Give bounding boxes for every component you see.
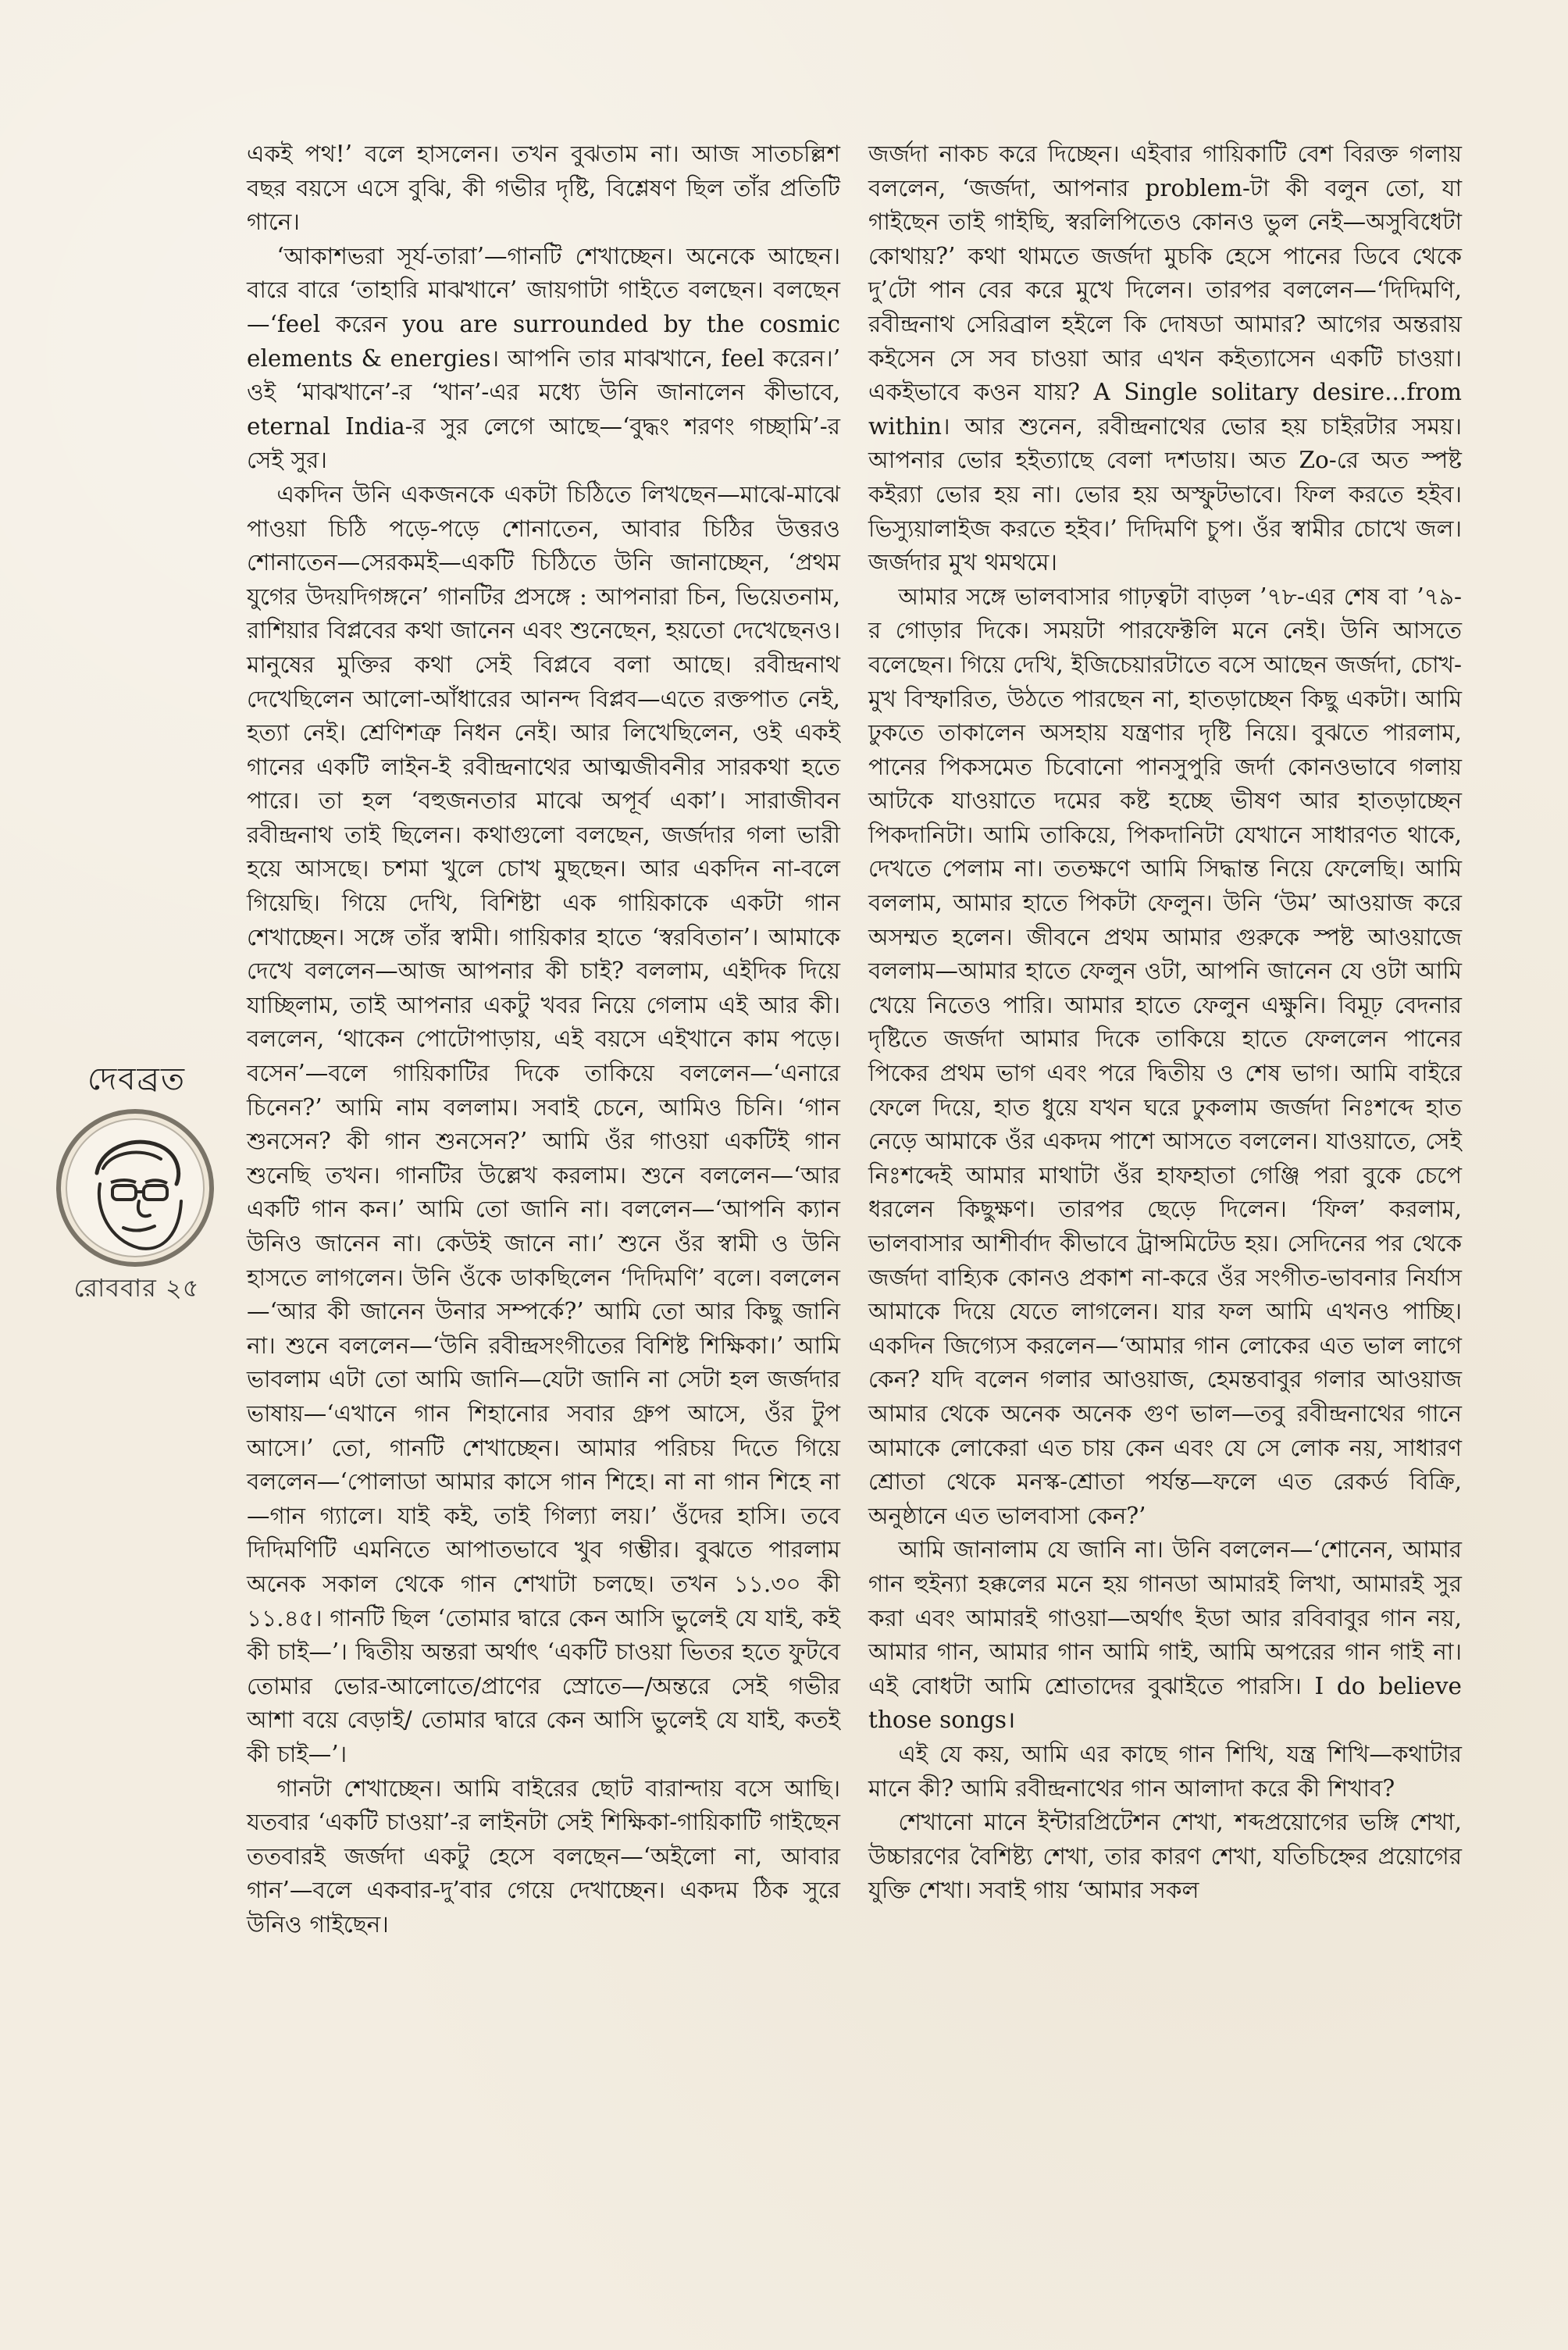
paragraph: আমি জানালাম যে জানি না। উনি বললেন—‘শোনেন, আমার গান হুইন্যা হক্কলের মনে হয় গানডা আমারই লিখা, আমারই সুর করা এবং আমারই গাওয়া—অর্থাৎ ইডা আর রবিবাবুর গান নয়, আমার গান, আমার গান আমি গাই, আমি অপরের গান গাই না। এই বোধটা আমি শ্রোতাদের বুঝাইতে পারসি। I do believe those songs। [868,1536,1462,1734]
article-column-right [868,137,1462,1908]
portrait-sketch-icon [55,1107,216,1268]
paragraph: গানটা শেখাচ্ছেন। আমি বাইরের ছোট বারান্দায় বসে আছি। যতবার ‘একটি চাওয়া’-র লাইনটা সেই শিক্ষিকা-গায়িকাটি গাইছেন ততবারই জর্জদা একটু হেসে বলছেন—‘অইলো না, আবার গান’—বলে একবার-দু’বার গেয়ে দেখাচ্ছেন। একদম ঠিক সুরে উনিও গাইছেন। [247,1774,840,1938]
paragraph: এই যে কয়, আমি এর কাছে গান শিখি, যন্ত্র শিখি—কথাটার মানে কী? আমি রবীন্দ্রনাথের গান আলাদা করে কী শিখাব? [868,1740,1462,1802]
article-column-left [247,137,840,1942]
paragraph: শেখানো মানে ইন্টারপ্রিটেশন শেখা, শব্দপ্রয়োগের ভঙ্গি শেখা, উচ্চারণের বৈশিষ্ট্য শেখা, তার কারণ শেখা, যতিচিহ্নের প্রয়োগের যুক্তি শেখা। সবাই গায় ‘আমার সকল [868,1809,1462,1904]
paragraph: জর্জদা নাকচ করে দিচ্ছেন। এইবার গায়িকাটি বেশ বিরক্ত গলায় বললেন, ‘জর্জদা, আপনার problem-টা কী বলুন তো, যা গাইছেন তাই গাইছি, স্বরলিপিতেও কোনও ভুল নেই—অসুবিধেটা কোথায়?’ কথা থামতে জর্জদা মুচকি হেসে পানের ডিবে থেকে দু’টো পান বের করে মুখে দিলেন। তারপর বললেন—‘দিদিমণি, রবীন্দ্রনাথ সেরিব্রাল হইলে কি দোষডা আমার? আগের অন্তরায় কইসেন সে সব চাওয়া আর এখন কইত্যাসেন একটি চাওয়া। একইভাবে কওন যায়? A Single solitary desire...from within। আর শুনেন, রবীন্দ্রনাথের ভোর হয় চাইরটার সময়। আপনার ভোর হইত্যাছে বেলা দশডায়। অত Zo-রে অত স্পষ্ট কইর‍্যা ভোর হয় না। ভোর হয় অস্ফুটভাবে। ফিল করতে হইব। ভিস্যুয়ালাইজ করতে হইব।’ দিদিমণি চুপ। ওঁর স্বামীর চোখে জল। জর্জদার মুখ থমথমে। [868,141,1462,576]
column-badge [45,1054,228,1303]
series-name: দেবব্রত [87,1061,186,1097]
paragraph: ‘আকাশভরা সূর্য-তারা’—গানটি শেখাচ্ছেন। অনেকে আছেন। বারে বারে ‘তাহারি মাঝখানে’ জায়গাটা গাইতে বলছেন। বলছেন—‘feel করেন you are surrounded by the cosmic elements & energies। আপনি তার মাঝখানে, feel করেন।’ ওই ‘মাঝখানে’-র ‘খান’-এর মধ্যে উনি জানালেন কীভাবে, eternal India-র সুর লেগে আছে—‘বুদ্ধং শরণং গচ্ছামি’-র সেই সুর। [247,242,840,474]
paragraph: একদিন উনি একজনকে একটা চিঠিতে লিখছেন—মাঝে-মাঝে পাওয়া চিঠি পড়ে-পড়ে শোনাতেন, আবার চিঠির উত্তরও শোনাতেন—সেরকমই—একটি চিঠিতে উনি জানাচ্ছেন, ‘প্রথম যুগের উদয়দিগঙ্গনে’ গানটির প্রসঙ্গে : আপনারা চিন, ভিয়েতনাম, রাশিয়ার বিপ্লবের কথা জানেন এবং শুনেছেন, হয়তো দেখেছেনও। মানুষের মুক্তির কথা সেই বিপ্লবে বলা আছে। রবীন্দ্রনাথ দেখেছিলেন আলো-আঁধারের আনন্দ বিপ্লব—এতে রক্তপাত নেই, হত্যা নেই। শ্রেণিশত্রু নিধন নেই। আর লিখেছিলেন, ওই একই গানের একটি লাইন-ই রবীন্দ্রনাথের আত্মজীবনীর সারকথা হতে পারে। তা হল ‘বহুজনতার মাঝে অপূর্ব একা’। সারাজীবন রবীন্দ্রনাথ তাই ছিলেন। কথাগুলো বলছেন, জর্জদার গলা ভারী হয়ে আসছে। চশমা খুলে চোখ মুছছেন। আর একদিন না-বলে গিয়েছি। গিয়ে দেখি, বিশিষ্টা এক গায়িকাকে একটা গান শেখাচ্ছেন। সঙ্গে তাঁর স্বামী। গায়িকার হাতে ‘স্বরবিতান’। আমাকে দেখে বললেন—আজ আপনার কী চাই? বললাম, এইদিক দিয়ে যাচ্ছিলাম, তাই আপনার একটু খবর নিয়ে গেলাম এই আর কী। বললেন, ‘থাকেন পোটোপাড়ায়, এই বয়সে এইখানে কাম পড়ে। বসেন’—বলে গায়িকাটির দিকে তাকিয়ে বললেন—‘এনারে চিনেন?’ আমি নাম বললাম। সবাই চেনে, আমিও চিনি। ‘গান শুনসেন? কী গান শুনসেন?’ আমি ওঁর গাওয়া একটিই গান শুনেছি তখন। গানটির উল্লেখ করলাম। শুনে বললেন—‘আর একটি গান কন।’ আমি তো জানি না। বললেন—‘আপনি ক্যান উনিও জানেন না। কেউই জানে না।’ শুনে ওঁর স্বামী ও উনি হাসতে লাগলেন। উনি ওঁকে ডাকছিলেন ‘দিদিমণি’ বলে। বললেন—‘আর কী জানেন উনার সম্পর্কে?’ আমি তো আর কিছু জানি না। শুনে বললেন—‘উনি রবীন্দ্রসংগীতের বিশিষ্ট শিক্ষিকা।’ আমি ভাবলাম এটা তো আমি জানি—যেটা জানি না সেটা হল জর্জদার ভাষায়—‘এখানে গান শিহানোর সবার গ্রুপ আসে, ওঁর টুপ আসে।’ তো, গানটি শেখাচ্ছেন। আমার পরিচয় দিতে গিয়ে বললেন—‘পোলাডা আমার কাসে গান শিহে। না না গান শিহে না—গান গ্যালে। যাই কই, তাই গিল্যা লয়।’ ওঁদের হাসি। তবে দিদিমণিটি এমনিতে আপাতভাবে খুব গম্ভীর। বুঝতে পারলাম অনেক সকাল থেকে গান শেখাটা চলছে। তখন ১১.৩০ কী ১১.৪৫। গানটি ছিল ‘তোমার দ্বারে কেন আসি ভুলেই যে যাই, কই কী চাই—’। দ্বিতীয় অন্তরা অর্থাৎ ‘একটি চাওয়া ভিতর হতে ফুটবে তোমার ভোর-আলোতে/প্রাণের স্রোতে—/অন্তরে সেই গভীর আশা বয়ে বেড়াই/ তোমার দ্বারে কেন আসি ভুলেই যে যাই, কতই কী চাই—’। [247,480,840,1767]
column-label: রোববার ২৫ [73,1273,200,1303]
paragraph: আমার সঙ্গে ভালবাসার গাঢ়ত্বটা বাড়ল ’৭৮-এর শেষ বা ’৭৯-র গোড়ার দিকে। সময়টা পারফেক্টলি মনে নেই। উনি আসতে বলেছেন। গিয়ে দেখি, ইজিচেয়ারটাতে বসে আছেন জর্জদা, চোখ-মুখ বিস্ফারিত, উঠতে পারছেন না, হাতড়াচ্ছেন কিছু একটা। আমি ঢুকতে তাকালেন অসহায় যন্ত্রণার দৃষ্টি নিয়ে। বুঝতে পারলাম, পানের পিকসমেত চিবোনো পানসুপুরি জর্দা কোনওভাবে গলায় আটকে যাওয়াতে দমের কষ্ট হচ্ছে ভীষণ আর হাতড়াচ্ছেন পিকদানিটা। আমি তাকিয়ে, পিকদানিটা যেখানে সাধারণত থাকে, দেখতে পেলাম না। ততক্ষণে আমি সিদ্ধান্ত নিয়ে ফেলেছি। আমি বললাম, আমার হাতে পিকটা ফেলুন। উনি ‘উম’ আওয়াজ করে অসম্মত হলেন। জীবনে প্রথম আমার গুরুকে স্পষ্ট আওয়াজে বললাম—আমার হাতে ফেলুন ওটা, আপনি জানেন যে ওটা আমি খেয়ে নিতেও পারি। আমার হাতে ফেলুন এক্ষুনি। বিমূঢ় বেদনার দৃষ্টিতে জর্জদা আমার দিকে তাকিয়ে হাতে ফেললেন পানের পিকের প্রথম ভাগ এবং পরে দ্বিতীয় ও শেষ ভাগ। আমি বাইরে ফেলে দিয়ে, হাত ধুয়ে যখন ঘরে ঢুকলাম জর্জদা নিঃশব্দে হাত নেড়ে আমাকে ওঁর একদম পাশে আসতে বললেন। যাওয়াতে, সেই নিঃশব্দেই আমার মাথাটা ওঁর হাফহাতা গেঞ্জি পরা বুকে চেপে ধরলেন কিছুক্ষণ। তারপর ছেড়ে দিলেন। ‘ফিল’ করলাম, ভালবাসার আশীর্বাদ কীভাবে ট্রান্সমিটেড হয়। সেদিনের পর থেকে জর্জদা বাহ্যিক কোনও প্রকাশ না-করে ওঁর সংগীত-ভাবনার নির্যাস আমাকে দিয়ে যেতে লাগলেন। যার ফল আমি এখনও পাচ্ছি। একদিন জিগ্যেস করলেন—‘আমার গান লোকের এত ভাল লাগে কেন? যদি বলেন গলার আওয়াজ, হেমন্তবাবুর গলার আওয়াজ আমার থেকে অনেক অনেক গুণ ভাল—তবু রবীন্দ্রনাথের গানে আমাকে লোকেরা এত চায় কেন এবং যে সে লোক নয়, সাধারণ শ্রোতা থেকে মনস্ক-শ্রোতা পর্যন্ত—ফলে এত রেকর্ড বিক্রি, অনুষ্ঠানে এত ভালবাসা কেন?’ [868,583,1462,1529]
paragraph: একই পথ!’ বলে হাসলেন। তখন বুঝতাম না। আজ সাতচল্লিশ বছর বয়সে এসে বুঝি, কী গভীর দৃষ্টি, বিশ্লেষণ ছিল তাঁর প্রতিটি গানে। [247,141,840,236]
